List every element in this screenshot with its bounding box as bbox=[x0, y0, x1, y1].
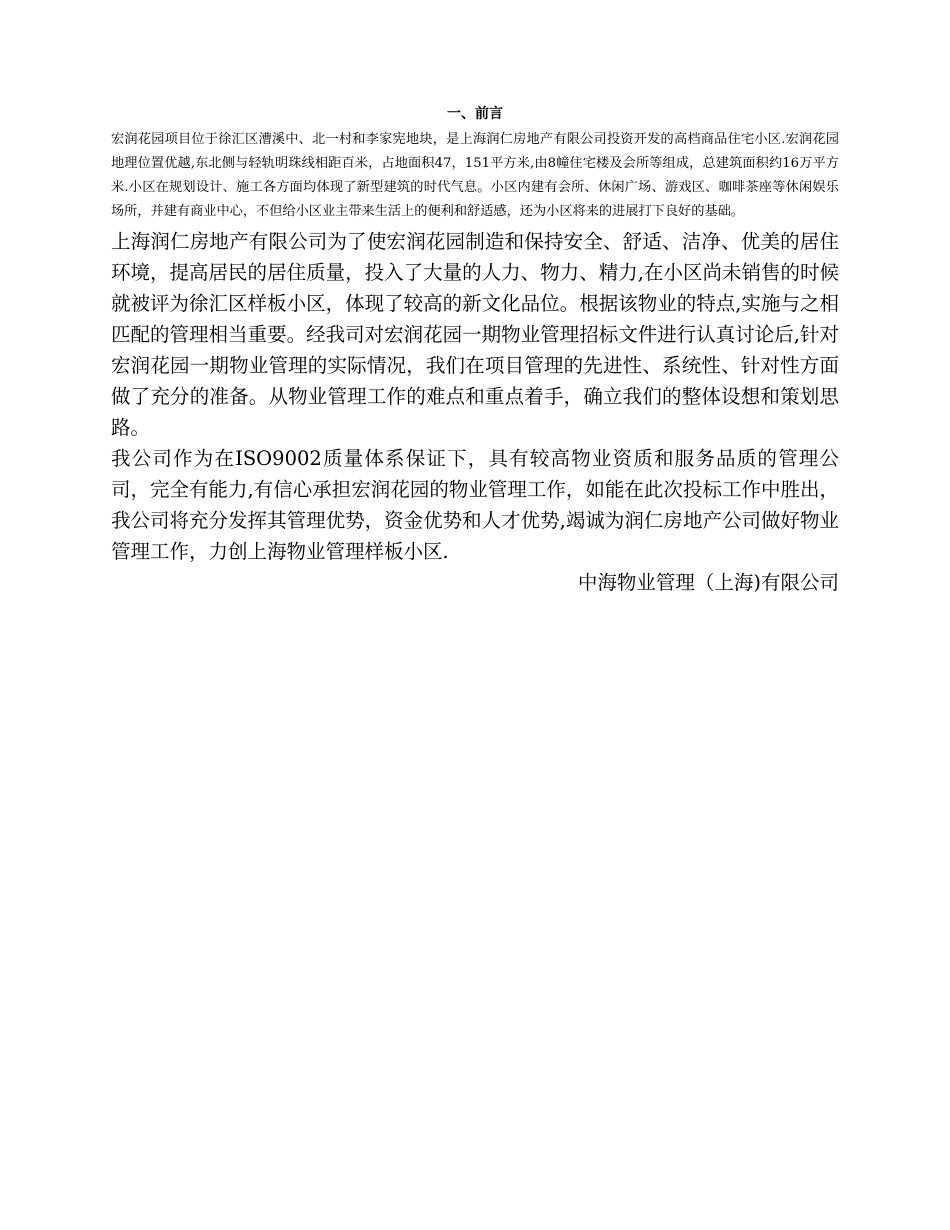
document-page bbox=[111, 104, 839, 598]
section-heading: 一、前言 bbox=[447, 106, 503, 122]
project-intro-paragraph: 宏润花园项目位于徐汇区漕溪中、北一村和李家宪地块，是上海润仁房地产有限公司投资开发的高档商品住宅小区.宏润花园地理位置优越,东北侧与轻轨明珠线相距百米，占地面积47，151平方米,由8幢住宅楼及会所等组成，总建筑面积约16万平方米.小区在规划设计、施工各方面均体现了新型建筑的时代气息。小区内建有会所、休闲广场、游戏区、咖啡茶座等休闲娱乐场所，并建有商业中心，不但给小区业主带来生活上的便利和舒适感，还为小区将来的进展打下良好的基础。 bbox=[111, 132, 839, 219]
company-signature: 中海物业管理（上海)有限公司 bbox=[577, 571, 839, 594]
body-paragraph-2: 我公司作为在ISO9002质量体系保证下，具有较高物业资质和服务品质的管理公司，完全有能力,有信心承担宏润花园的物业管理工作，如能在此次投标工作中胜出，我公司将充分发挥其管理优势，资金优势和人才优势,竭诚为润仁房地产公司做好物业管理工作，力创上海物业管理样板小区. bbox=[111, 447, 839, 563]
body-paragraph-1: 上海润仁房地产有限公司为了使宏润花园制造和保持安全、舒适、洁净、优美的居住环境，提高居民的居住质量，投入了大量的人力、物力、精力,在小区尚未销售的时候就被评为徐汇区样板小区，体现了较高的新文化品位。根据该物业的特点,实施与之相匹配的管理相当重要。经我司对宏润花园一期物业管理招标文件进行认真讨论后,针对宏润花园一期物业管理的实际情况，我们在项目管理的先进性、系统性、针对性方面做了充分的准备。从物业管理工作的难点和重点着手，确立我们的整体设想和策划思路。 bbox=[111, 230, 839, 439]
